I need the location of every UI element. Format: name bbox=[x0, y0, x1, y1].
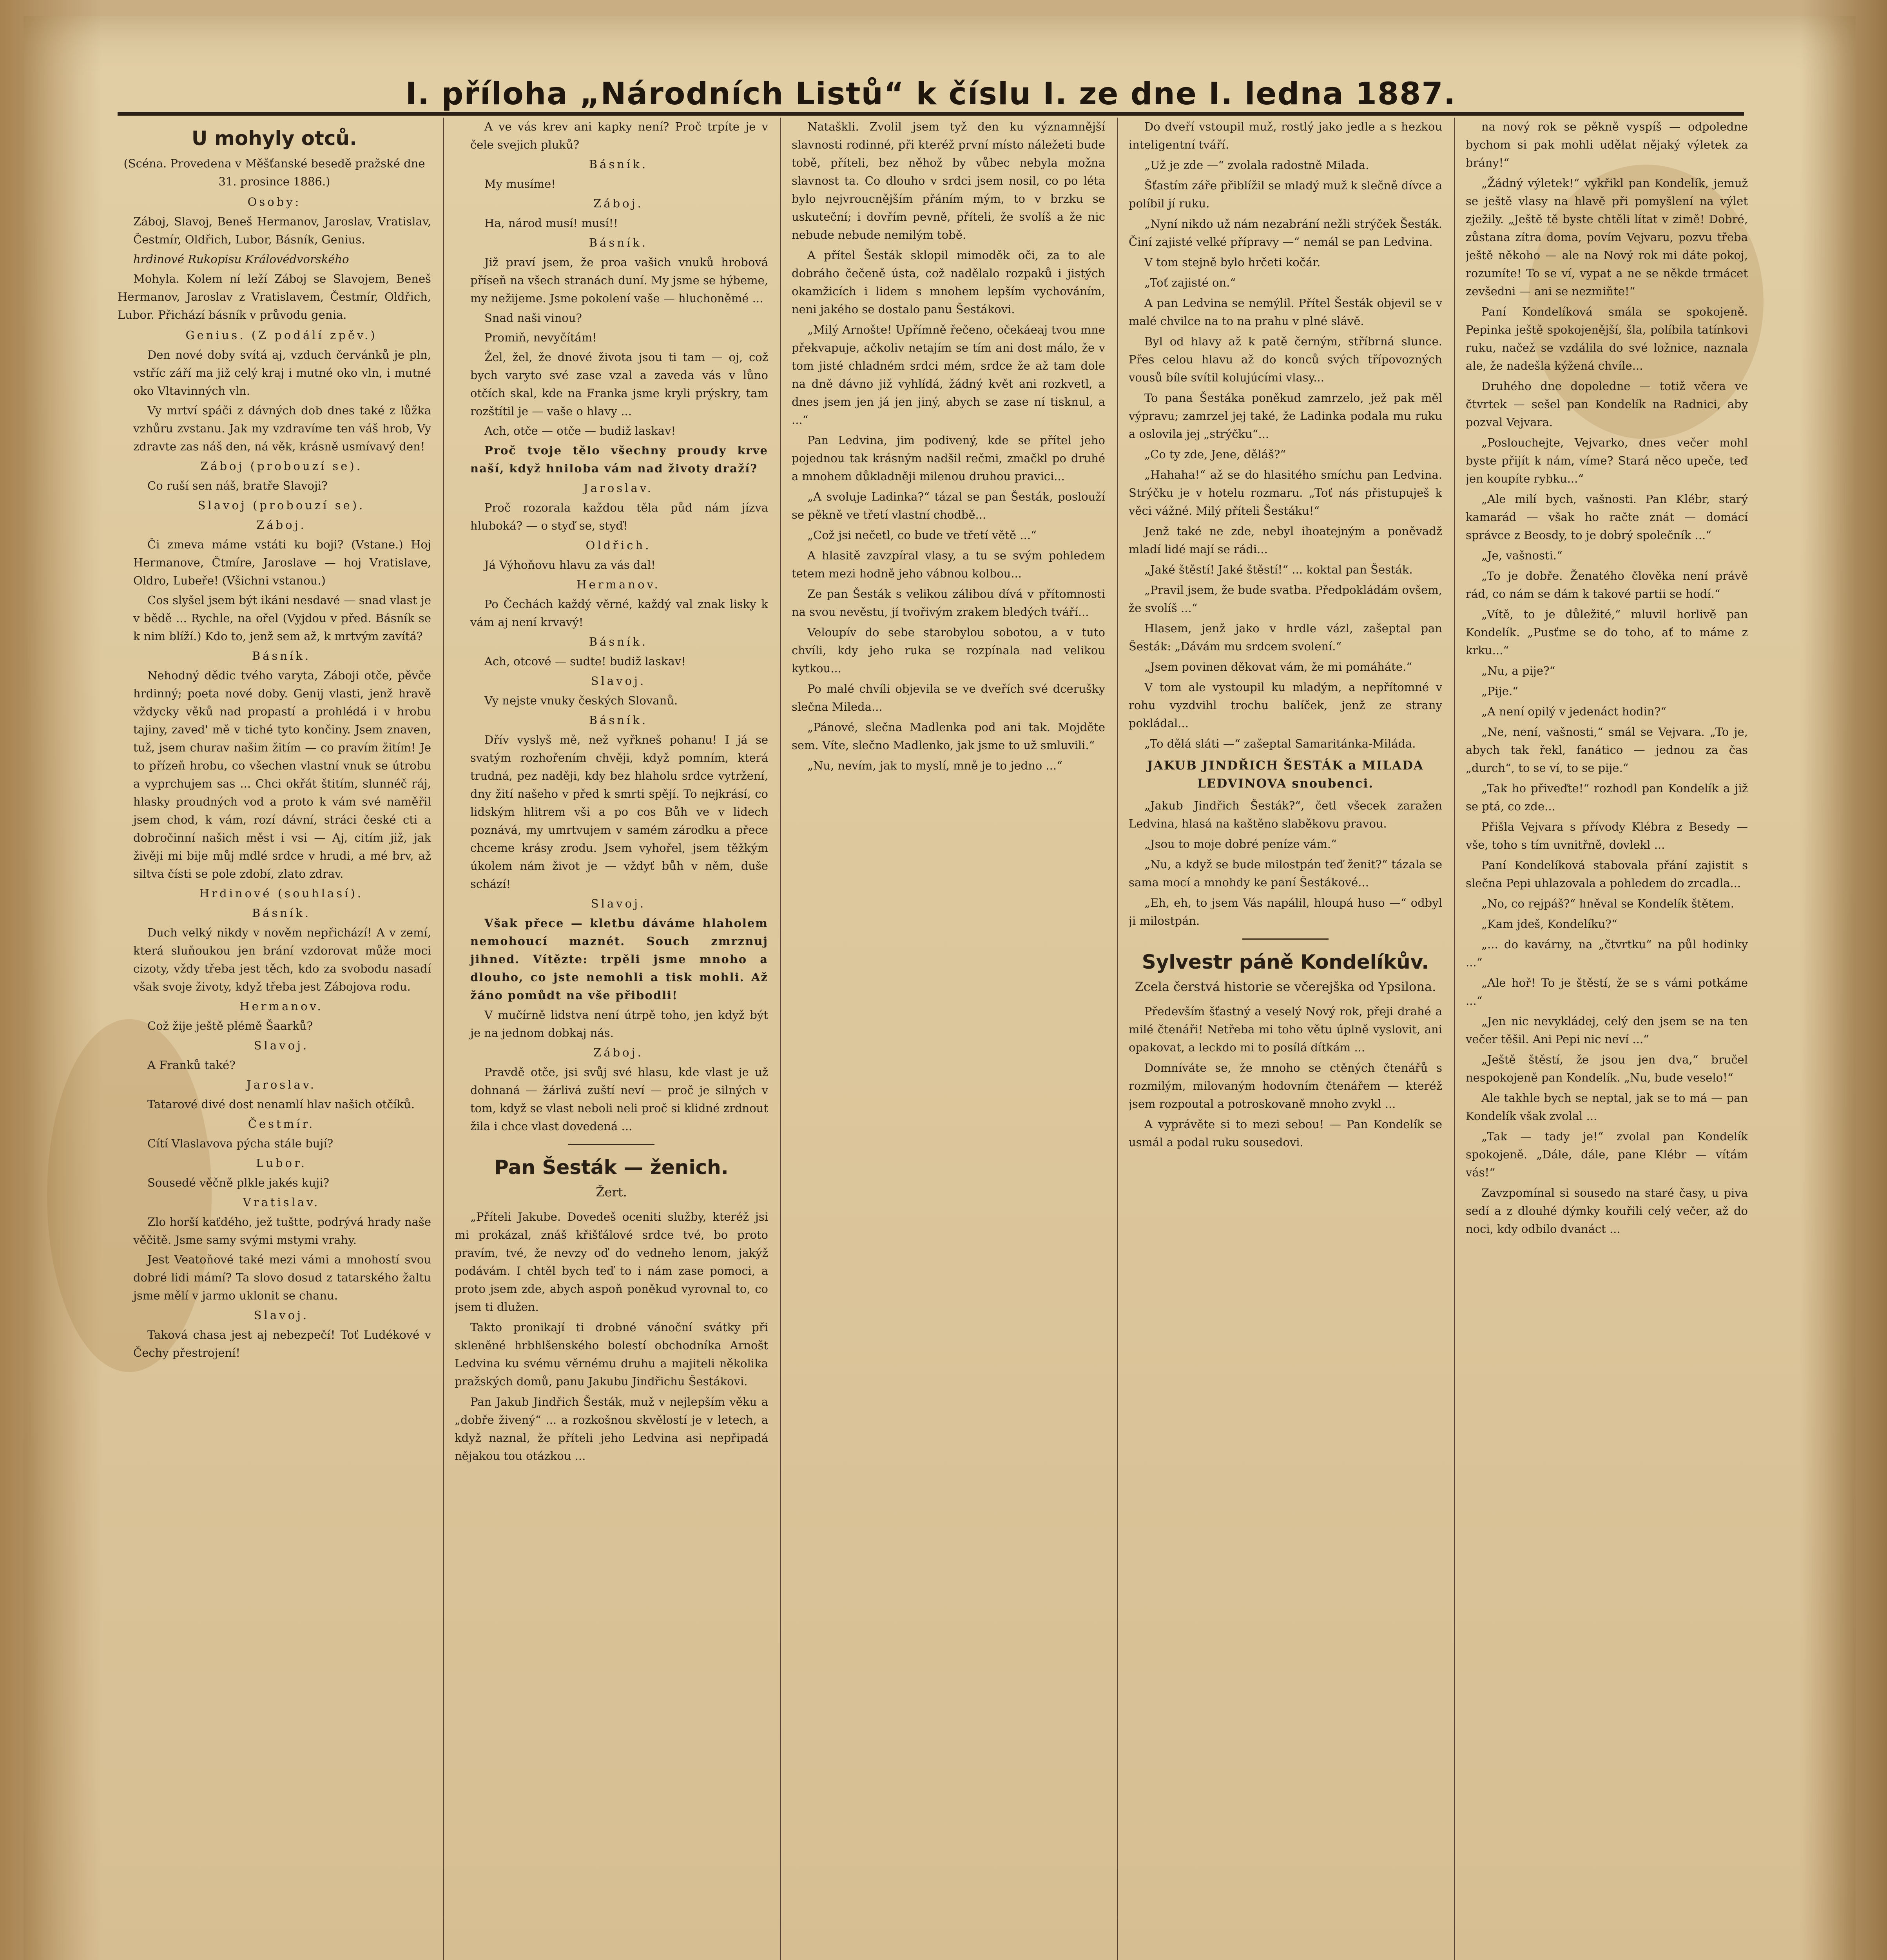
speaker: Hrdinové (souhlasí). bbox=[199, 887, 364, 900]
dialog bbox=[118, 326, 431, 1362]
paragraph: „Příteli Jakube. Dovedeš oceniti služby, kteréž jsi mi prokázal, znáš křišťálové srdce tvé, bo proto pravím, tvé, že nevzy oď do vedneho lenom, jakýž podávám. I chtěl bych teď to i nám zase pomoci, a proto jsem zde, abych aspoň poněkud vyrovnal to, co jsem ti dlužen. bbox=[455, 1210, 768, 1314]
speaker: Básník. bbox=[589, 635, 648, 648]
paragraph: „Nu, a když se bude milostpán teď ženit?“ tázala se sama mocí a mnohdy ke paní Šestákové... bbox=[1129, 858, 1442, 889]
verse: Však přece — kletbu dáváme hlaholem nemohoucí maznét. Souch zmrznuj jihned. Vítězte: trpěli jsme mnoho a dlouho, co jste nemohli a tisk mohli. Až žáno pomůdt na vše přibodli! bbox=[470, 916, 768, 1002]
paper-edge-shadow-left bbox=[0, 0, 102, 1960]
paragraph: A hlasitě zavzpíral vlasy, a tu se svým pohledem tetem mezi hodně jeho vábnou kolbou... bbox=[792, 549, 1105, 580]
speaker: Lubor. bbox=[256, 1156, 307, 1170]
page-title: I. příloha „Národních Listů“ k číslu I. ze dne I. ledna 1887. bbox=[405, 76, 1456, 112]
section-divider bbox=[568, 1144, 654, 1145]
paragraph: „Žádný výletek!“ vykřikl pan Kondelík, jemuž se ještě vlasy na hlavě při pomyšlení na výlet zježily. „Ještě tě byste chtěli lítat v zimě! Dobré, zůstana zítra doma, povím Vejvaru, pozvu třeba ještě někoho — ale na Nový rok mi dáte pokoj, rozumíte! To se ví, vypat a ne se někde trmácet zevšedni — ani se nezmiňte!“ bbox=[1466, 176, 1748, 298]
verse: Taková chasa jest aj nebezpečí! Toť Ludékové v Čechy přestrojení! bbox=[133, 1328, 431, 1359]
verse: Či zmeva máme vstáti ku boji? (Vstane.) Hoj Hermanove, Čtmíre, Jaroslave — hoj Vratislave, Oldro, Lubeře! (Všichni vstanou.) bbox=[133, 538, 431, 587]
speaker: Jaroslav. bbox=[584, 481, 653, 495]
speaker: Hermanov. bbox=[576, 578, 660, 591]
verse: Snad naši vinou? bbox=[484, 311, 582, 325]
verse: Cos slyšel jsem být ikáni nesdavé — snad vlast je v bědě ... Rychle, na ořel (Vyjdou v před. Básník se k nim blíží.) Kdo to, jenž sem až, k mrtvým zavítá? bbox=[133, 593, 431, 643]
paragraph: „Tak — tady je!“ zvolal pan Kondelík spokojeně. „Dále, dále, pane Klébr — vítám vás!“ bbox=[1466, 1130, 1748, 1179]
verse: Den nové doby svítá aj, vzduch červánků je pln, vstříc září ma již celý kraj i mutné oko vln, i mutné oko Vltavinných vln. bbox=[133, 348, 431, 397]
column-divider bbox=[443, 118, 444, 1960]
verse: Zlo horší kaťdého, jež tuštte, podrývá hrady naše věčitě. Jsme samy svými mstymi vrahy. bbox=[133, 1215, 431, 1247]
verse: Dřív vyslyš mě, než vyřkneš pohanu! I já se svatým rozhořením chvěji, když pomním, která trudná, pez naději, kdy bez hlaholu srdce vytržení, dny žití našeho v před k smrti spějí. To nejkrásí, co lidským hlitrem vši a po cos Bůh ve v lidech poznává, my umrtvujem v samém zárodku a přece chceme krásy zrodu. Jsem vyhořel, jsem těžkým úkolem nám život je — vždyť bůh v něm, duše schází! bbox=[470, 733, 768, 891]
column-divider bbox=[1117, 118, 1118, 1960]
paragraph: A přítel Šesták sklopil mimoděk oči, za to ale dobráho čečeně ústa, což nadělalo rozpaků i jistých okamžicích i lidem s mnohem lepším vychováním, neni jakého se dostalo panu Šestákovi. bbox=[792, 249, 1105, 316]
section-title: Sylvestr páně Kondelíkův. bbox=[1142, 951, 1429, 973]
paragraph: „Nyní nikdo už nám nezabrání nežli strýček Šesták. Činí zajisté velké přípravy —“ nemál se pan Ledvina. bbox=[1129, 217, 1442, 249]
verse: Vy nejste vnuky českých Slovanů. bbox=[484, 694, 678, 707]
verse: Tatarové divé dost nenamlí hlav našich otčíků. bbox=[147, 1098, 415, 1111]
paragraph: Veloupív do sebe starobylou sobotou, a v tuto chvíli, kdy jeho ruka se rozpínala nad velikou kytkou... bbox=[792, 626, 1105, 675]
paragraph: „Pravil jsem, že bude svatba. Předpokládám ovšem, že svolíš ...“ bbox=[1129, 583, 1442, 615]
paragraph: Šťastím záře přiblížil se mladý muž k slečně dívce a políbil jí ruku. bbox=[1129, 179, 1442, 210]
paragraph: To pana Šestáka poněkud zamrzelo, jež pak měl výpravu; zamrzel jej také, že Ladinka podala mu ruku a oslovila jej „strýčku“... bbox=[1129, 391, 1442, 441]
paragraph: „Co ty zde, Jene, děláš?“ bbox=[1144, 448, 1286, 461]
paragraph: „A svoluje Ladinka?“ tázal se pan Šesták, poslouží se pěkně ve třetí vlastní chodbě... bbox=[792, 490, 1105, 521]
speaker: Záboj. bbox=[256, 518, 306, 532]
paragraph: Pan Jakub Jindřich Šesták, muž v nejlepším věku a „dobře živený“ ... a rozkošnou skvělostí je v letech, a když naznal, že příteli jeho Ledvina asi nepřipadá nějakou tou otázkou ... bbox=[455, 1395, 768, 1463]
paragraph: Především šťastný a veselý Nový rok, přeji drahé a milé čtenáři! Netřeba mi toho větu úplně vyslovit, ani opakovat, a leckdo mi to posílá dítkám ... bbox=[1129, 1005, 1442, 1054]
paragraph: Takto pronikají ti drobné vánoční svátky při skleněné hrbhlšenského bolestí obchodníka Arnošt Ledvina ku svému věrnému druhu a majiteli několika pražských domů, panu Jakubu Jindřichu Šestákovi. bbox=[455, 1321, 768, 1388]
section-subtitle: Zcela čerstvá historie se včerejška od Ypsilona. bbox=[1135, 979, 1436, 994]
section-subtitle: Žert. bbox=[596, 1185, 627, 1200]
paragraph: V tom stejně bylo hrčeti kočár. bbox=[1144, 256, 1321, 269]
speaker: Slavoj. bbox=[591, 897, 646, 910]
verse: Já Výhoňovu hlavu za vás dal! bbox=[484, 558, 656, 572]
paragraph: Domníváte se, že mnoho se ctěných čtenářů s rozmilým, milovaným hodovním čtenářem — kteréž jsem rozpoutal a potroskovaně mnoho zvykl ... bbox=[1129, 1061, 1442, 1111]
verse: Což žije ještě plémě Šaarků? bbox=[147, 1019, 313, 1033]
paragraph: „Je, vašnosti.“ bbox=[1481, 549, 1563, 562]
paragraph: „... do kavárny, na „čtvrtku“ na půl hodinky ...“ bbox=[1466, 938, 1748, 969]
section-divider bbox=[1242, 938, 1329, 940]
verse: A ve vás krev ani kapky není? Proč trpíte je v čele svejich pluků? bbox=[470, 120, 768, 151]
paragraph: Po malé chvíli objevila se ve dveřích své dcerušky slečna Mileda... bbox=[792, 682, 1105, 713]
paragraph: „Ne, není, vašnosti,“ smál se Vejvara. „To je, abych tak řekl, fanático — jednou za čas „durch“, to se ví, to se pije.“ bbox=[1466, 725, 1748, 775]
paragraph: Zavzpomínal si sousedo na staré časy, u piva sedí a z dlouhé dýmky kouřili celý večer, až do noci, kdy odbilo dvanáct ... bbox=[1466, 1186, 1748, 1236]
paragraph: „Ale hoř! To je štěstí, že se s vámi potkáme ...“ bbox=[1466, 976, 1748, 1007]
verse: My musíme! bbox=[484, 177, 556, 191]
verse: Proč tvoje tělo všechny proudy krve naší, když hniloba vám nad životy draží? bbox=[470, 444, 768, 475]
announcement: JAKUB JINDŘICH ŠESTÁK a MILADA LEDVINOVA snoubenci. bbox=[1147, 759, 1424, 791]
verse: Žel, žel, že dnové života jsou ti tam — oj, což bych varyto své zase vzal a zaveda vás v lůno otčích skal, kde na Franka jsme kryli prýskry, tam rozštítil je — vaše o hlavy ... bbox=[470, 350, 768, 418]
speaker: Básník. bbox=[589, 158, 648, 171]
paragraph: „Poslouchejte, Vejvarko, dnes večer mohl byste přijít k nám, víme? Stará něco upeče, teď jen koupíte rybku...“ bbox=[1466, 436, 1748, 485]
verse: Ha, národ musí! musí!! bbox=[484, 216, 618, 230]
verse: Ach, otcové — sudte! budiž laskav! bbox=[484, 655, 686, 668]
column-4 bbox=[1129, 118, 1442, 1960]
verse: Již praví jsem, že proa vašich vnuků hrobová příseň na všech stranách duní. My jsme se hýbeme, my nežijeme. Jsme pokolení vaše — hluchoněmé ... bbox=[470, 256, 768, 305]
paragraph: „A není opilý v jedenáct hodin?“ bbox=[1481, 705, 1666, 718]
speaker: Slavoj. bbox=[254, 1308, 309, 1322]
paragraph: „No, co rejpáš?“ hněval se Kondelík štětem. bbox=[1481, 897, 1734, 910]
speaker: Básník. bbox=[252, 906, 311, 920]
verse: Sousedé věčně plkle jakés kuji? bbox=[147, 1176, 330, 1189]
verse: A Franků také? bbox=[147, 1058, 236, 1072]
persons-note: hrdinové Rukopisu Královédvorského bbox=[133, 252, 349, 266]
paragraph: „Jen nic nevykládej, celý den jsem se na ten večer těšil. Ani Pepi nic neví ...“ bbox=[1466, 1014, 1748, 1046]
paragraph: Druhého dne dopoledne — totiž včera ve čtvrtek — sešel pan Kondelík na Radnici, aby pozval Vejvara. bbox=[1466, 379, 1748, 429]
column-divider bbox=[780, 118, 781, 1960]
paragraph: „Ale milí bych, vašnosti. Pan Klébr, starý kamarád — však ho račte znát — domácí správce z Beosdy, to je dobrý společník ...“ bbox=[1466, 492, 1748, 542]
paragraph: Hlasem, jenž jako v hrdle vázl, zašeptal pan Šesták: „Dávám mu srdcem svolení.“ bbox=[1129, 622, 1442, 653]
paragraph: Ale takhle bych se neptal, jak se to má — pan Kondelík však zvolal ... bbox=[1466, 1091, 1748, 1123]
paragraph: Paní Kondelíková smála se spokojeně. Pepinka ještě spokojenější, šla, políbila tatínkovi ruku, načež se vzdálila do své ložnice, naznala ale, že nadešla kýžená chvíle... bbox=[1466, 305, 1748, 372]
persons-label: Osoby: bbox=[247, 195, 301, 209]
persons-list: Záboj, Slavoj, Beneš Hermanov, Jaroslav, Vratislav, Čestmír, Oldřich, Lubor, Básník, Genius. bbox=[133, 215, 431, 246]
speaker: Oldřich. bbox=[585, 539, 651, 552]
column-1 bbox=[118, 118, 431, 1960]
paragraph: „Nu, a pije?“ bbox=[1481, 664, 1555, 677]
paragraph: „Což jsi nečetl, co bude ve třetí větě ...“ bbox=[807, 528, 1037, 542]
speaker: Básník. bbox=[589, 236, 648, 249]
column-5 bbox=[1466, 118, 1748, 1960]
verse: Proč rozorala každou těla půd nám jízva hluboká? — o styď se, styď! bbox=[470, 501, 768, 532]
paragraph: V tom ale vystoupil ku mladým, a nepřítomné v rohu vyzdvihl trochu balíček, jenž ze strany pokládal... bbox=[1129, 681, 1442, 730]
verse: Cítí Vlaslavova pýcha stále bují? bbox=[147, 1137, 334, 1150]
speaker: Jaroslav. bbox=[247, 1078, 316, 1091]
paragraph: „Už je zde —“ zvolala radostně Milada. bbox=[1144, 158, 1369, 172]
speaker: Slavoj (probouzí se). bbox=[198, 499, 365, 512]
verse: Co ruší sen náš, bratře Slavoji? bbox=[147, 479, 328, 492]
paragraph: „Ještě štěstí, že jsou jen dva,“ bručel nespokojeně pan Kondelík. „Nu, bude veselo!“ bbox=[1466, 1053, 1748, 1084]
verse: Vy mrtví spáči z dávných dob dnes také z lůžka vzhůru zvstanu. Jak my vzdravíme ten váš hrob, Vy zdravte zas náš den, ná věk, krásně usmívavý den! bbox=[133, 404, 431, 453]
paragraph: Přišla Vejvara s přívody Klébra z Besedy — vše, toho s tím uvnitřně, dovlekl ... bbox=[1466, 820, 1748, 851]
speaker: Záboj (probouzí se). bbox=[200, 459, 363, 473]
speaker: Slavoj. bbox=[254, 1039, 309, 1052]
paragraph: „To dělá sláti —“ zašeptal Samaritánka-Miláda. bbox=[1144, 737, 1416, 750]
verse: Jest Veatoňové také mezi vámi a mnohostí svou dobré lidi mámí? Ta slovo dosud z tatarského žaltu jsme mělí v jarmo uklonit se chanu. bbox=[133, 1253, 431, 1302]
paragraph: „To je dobře. Ženatého člověka není právě rád, co nám se dám k takové partii se hodí.“ bbox=[1466, 569, 1748, 601]
paragraph: Ze pan Šesták s velikou zálibou dívá v přítomnosti na svou nevěstu, jí tvořivým zrakem bledých tváří... bbox=[792, 587, 1105, 619]
speaker: Hermanov. bbox=[239, 1000, 323, 1013]
paragraph: A pan Ledvina se nemýlil. Přítel Šesták objevil se v malé chvilce na to na prahu v plné slávě. bbox=[1129, 296, 1442, 328]
speaker: Vratislav. bbox=[243, 1196, 320, 1209]
dialog bbox=[455, 118, 768, 1135]
verse: Duch velký nikdy v nověm nepřichází! A v zemí, která sluňoukou jen brání vzdorovat může moci cizoty, vždy třeba jest těch, kdo za svobodu nasadí však svoje životy, když třeba jest Zábojova rodu. bbox=[133, 926, 431, 993]
paragraph: „Eh, eh, to jsem Vás napálil, hloupá huso —“ odbyl ji milostpán. bbox=[1129, 896, 1442, 927]
paragraph: Do dveří vstoupil muž, rostlý jako jedle a s hezkou inteligentní tváří. bbox=[1129, 120, 1442, 151]
verse: Nehodný dědic tvého varyta, Záboji otče, pěvče hrdinný; poeta nové doby. Genij vlasti, jenž hravě vždycky věků nad propastí a prohlédá i v hrobu tajiny, zaved' mě v tiché tyto končiny. Jsem znaven, tuž, jsem churav našim žitím — co pravím žitím! Je to přízeň hrobu, co všechen vlastní vnuk se útrobu a vyprchujem sas ... Chci okřát štitím, slunnéč ráj, hlasky proudných vod a proto k vám své naměřil jsem chod, k vám, rozí dávní, stráci české cti a dobročinní našich měst i vsi — Aj, citím již, jak živěji mi bije můj mdlé srdce v hrudi, a mé brv, až siltva čísti se pole zdobí, zlato zdrav. bbox=[133, 669, 431, 880]
verse: Ach, otče — otče — budiž laskav! bbox=[484, 424, 676, 437]
paragraph: „Nu, nevím, jak to myslí, mně je to jedno ...“ bbox=[807, 759, 1062, 772]
verse: Po Čechách každý věrné, každý val znak lisky k vám aj není krvavý! bbox=[470, 597, 768, 629]
speaker: Slavoj. bbox=[591, 674, 646, 688]
paragraph: „Pánové, slečna Madlenka pod ani tak. Mojděte sem. Víte, slečno Madlenko, jak jsme to už smluvili.“ bbox=[792, 720, 1105, 752]
paragraph: „Jsou to moje dobré peníze vám.“ bbox=[1144, 837, 1337, 851]
paragraph: „Milý Arnošte! Upřímně řečeno, očekáeaj tvou mne překvapuje, ačkoliv netajím se tím ani dost málo, že v tom jisté chladném srdci mém, srdce že až tam dole na dně dávno již vyhlídá, žádný květ ani rozkvetl, a dnes jsem jen já jen jiný, abych se zase ní tisknul, a ...“ bbox=[792, 323, 1105, 426]
paragraph: A vyprávěte si to mezi sebou! — Pan Kondelík se usmál a podal ruku sousedovi. bbox=[1129, 1118, 1442, 1149]
paragraph: „Vítě, to je důležité,“ mluvil horlivě pan Kondelík. „Pusťme se do toho, ať to máme z krku...“ bbox=[1466, 608, 1748, 657]
page-header bbox=[118, 71, 1744, 118]
paragraph: Byl od hlavy až k patě černým, stříbrná slunce. Přes celou hlavu až do konců svých třípovozných vousů bíle svítil kolujúcími vlasy... bbox=[1129, 335, 1442, 384]
verse: V mučírně lidstva není útrpě toho, jen když být je na jednom dobkaj nás. bbox=[470, 1008, 768, 1040]
speaker: Básník. bbox=[252, 649, 311, 662]
column-2 bbox=[455, 118, 768, 1960]
verse: Promiň, nevyčítám! bbox=[484, 331, 597, 344]
paragraph: „Jaké štěstí! Jaké štěstí!“ ... koktal pan Šesták. bbox=[1144, 563, 1413, 576]
paragraph: „Jsem povinen děkovat vám, že mi pomáháte.“ bbox=[1144, 660, 1412, 673]
section-title: Pan Šesták — ženich. bbox=[494, 1156, 729, 1179]
paragraph: na nový rok se pěkně vyspíš — odpoledne bychom si pak mohli udělat nějaký výletek za brány!“ bbox=[1466, 120, 1748, 169]
paragraph: Jenž také ne zde, nebyl ihoatejným a poněvadž mladí lidé mají se rádi... bbox=[1129, 524, 1442, 556]
paragraph: „Tak ho přiveďte!“ rozhodl pan Kondelík a již se ptá, co zde... bbox=[1466, 782, 1748, 813]
speaker: Záboj. bbox=[593, 1046, 644, 1059]
paper-edge-shadow-right bbox=[1801, 0, 1887, 1960]
paragraph: „Jakub Jindřich Šesták?“, četl všecek zaražen Ledvina, hlasá na kaštěno slaběkovu pravou. bbox=[1129, 799, 1442, 830]
verse: Pravdě otče, jsi svůj své hlasu, kde vlast je už dohnaná — žárlivá zuští neví — proč je silných v tom, když se vlast neboli neli proč si klidné zrdnout žila i chce vlast dovedená ... bbox=[470, 1065, 768, 1133]
stage-direction: Genius. (Z podálí zpěv.) bbox=[185, 328, 377, 342]
paragraph: Nataškli. Zvolil jsem tyž den ku významnější slavnosti rodinné, při kteréž první místo náležeti bude tobě, příteli, bez něhož by vůbec nebyla možna slavnost ta. Co dlouho v srdci jsem nosil, co po léta bylo nejvroucnějším přáním mým, to v brzku se uskuteční; i dovřím pevně, příteli, že svolíš a že nic nebude nebude nemilým tobě. bbox=[792, 120, 1105, 241]
scene-note: (Scéna. Provedena v Měšťanské besedě pražské dne 31. prosince 1886.) bbox=[123, 157, 425, 188]
paragraph: „Hahaha!“ až se do hlasitého smíchu pan Ledvina. Strýčku je v hotelu rozmaru. „Toť nás přistupuješ k věci vážné. Milý příteli Šestáku!“ bbox=[1129, 468, 1442, 517]
paragraph: „Toť zajisté on.“ bbox=[1144, 276, 1236, 289]
section-title: U mohyly otců. bbox=[191, 127, 357, 150]
column-divider bbox=[1454, 118, 1455, 1960]
column-3 bbox=[792, 118, 1105, 1960]
paragraph: „Pije.“ bbox=[1481, 684, 1519, 698]
paragraph: „Kam jdeš, Kondelíku?“ bbox=[1481, 917, 1617, 931]
paragraph: Paní Kondelíková stabovala přání zajistit s slečna Pepi uhlazovala a pohledem do zrcadla... bbox=[1466, 858, 1748, 890]
speaker: Čestmír. bbox=[248, 1117, 315, 1131]
header-rule bbox=[118, 112, 1744, 116]
speaker: Záboj. bbox=[593, 197, 644, 210]
paragraph: Pan Ledvina, jim podivený, kde se přítel jeho pojednou tak krásným nadšil rečmi, zmačkl po druhé a mnohem důkladněji milenou druhou pravici... bbox=[792, 434, 1105, 483]
speaker: Básník. bbox=[589, 713, 648, 727]
setting-note: Mohyla. Kolem ní leží Záboj se Slavojem, Beneš Hermanov, Jaroslav z Vratislavem, Čestmír, Oldřich, Lubor. Přichází básník v průvodu genia. bbox=[118, 272, 431, 321]
